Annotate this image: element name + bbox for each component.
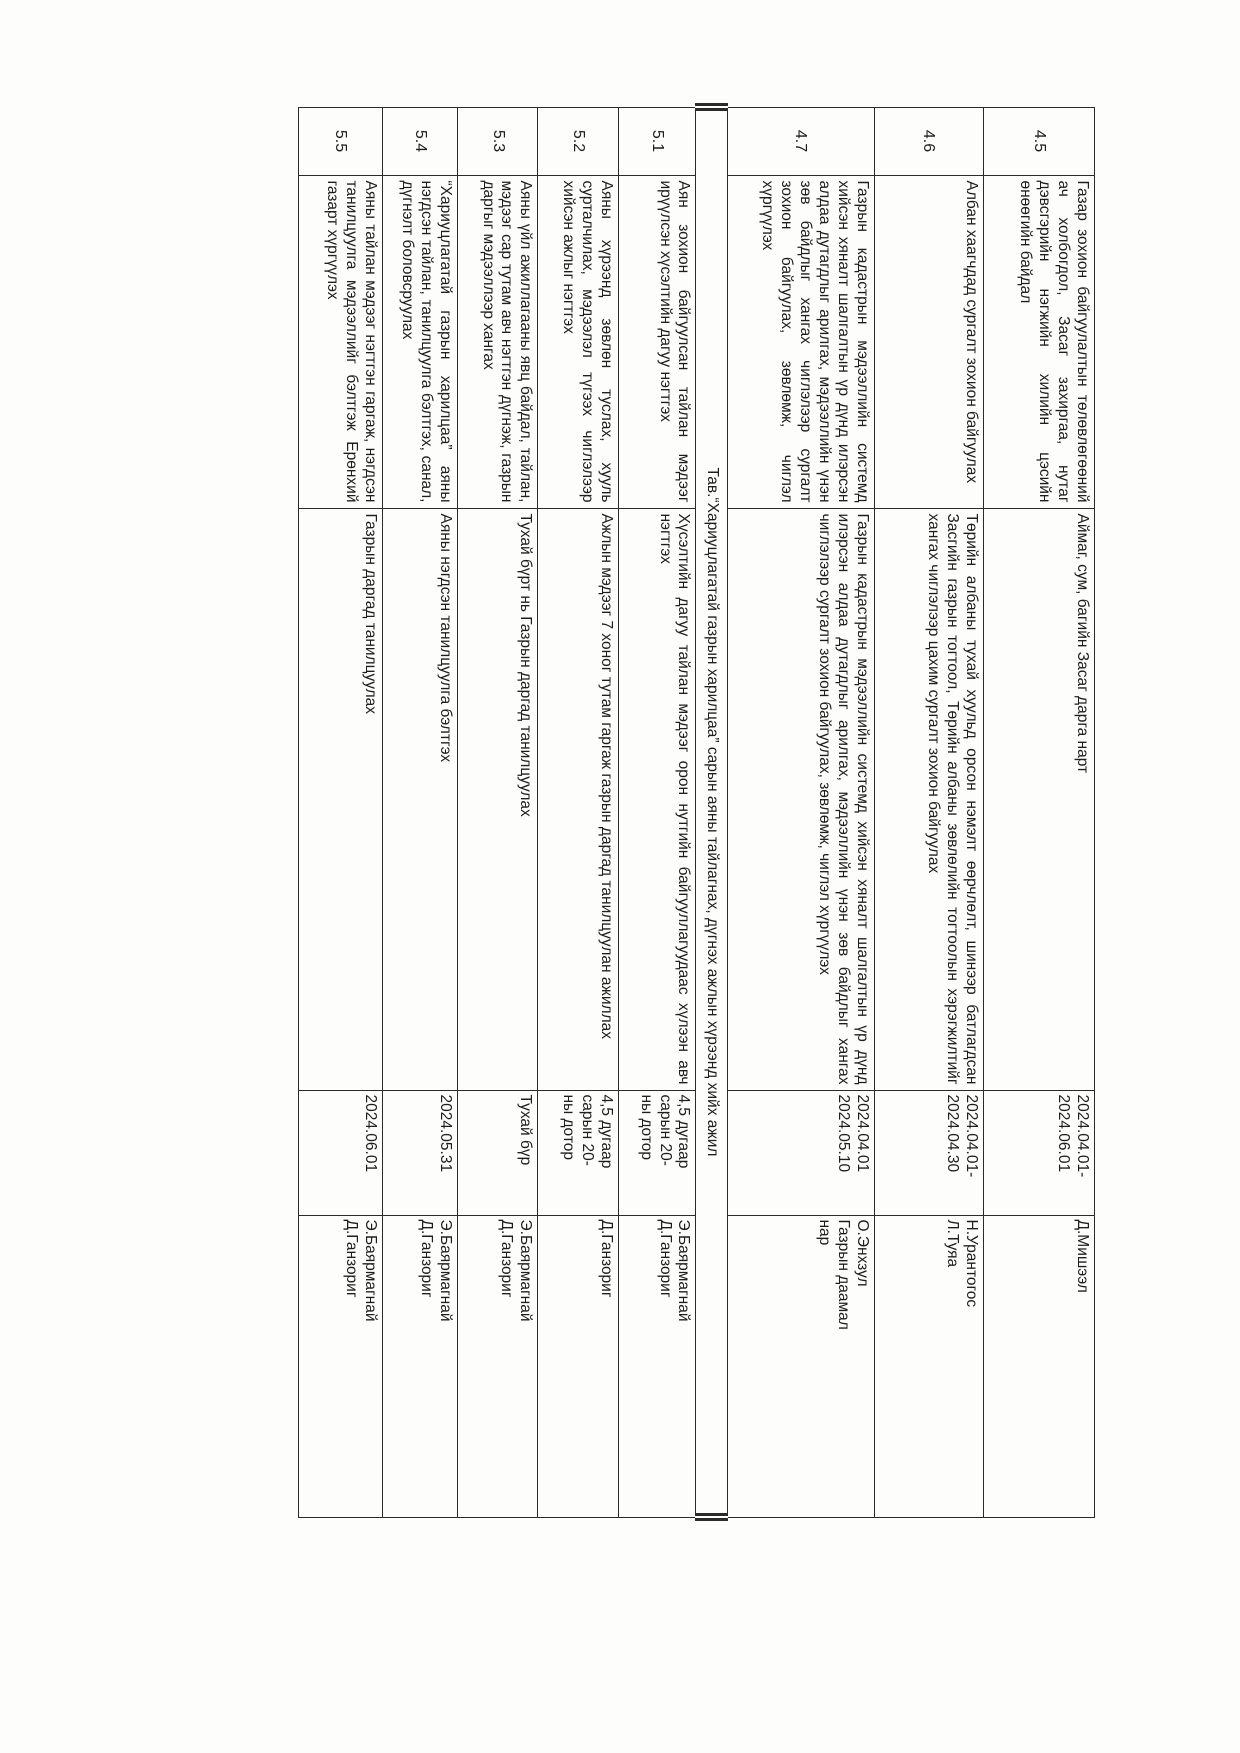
responsible-cell: Э.Баярмагнай Д.Ганзориг <box>382 1215 458 1517</box>
table-row <box>983 107 1094 1517</box>
table-row <box>458 107 538 1517</box>
table-row <box>874 107 983 1517</box>
date-cell: 2024.04.01- 2024.06.01 <box>983 1090 1094 1215</box>
outcome-cell: Тухай бүрт нь Газрын даргад танилцуулах <box>458 508 538 1090</box>
table-row <box>727 107 874 1517</box>
row-number: 5.5 <box>299 107 383 175</box>
responsible-cell: Э.Баярмагнай Д.Ганзориг <box>618 1215 696 1517</box>
outcome-cell: Хүсэлтийн дагуу тайлан мэдээг орон нутгийн байгууллагуудаас хүлээн авч нэгтгэх <box>618 508 696 1090</box>
row-number: 5.4 <box>382 107 458 175</box>
activity-cell: Албан хаагчдад сургалт зохион байгуулах <box>874 175 983 508</box>
row-number: 5.3 <box>458 107 538 175</box>
date-cell: Тухай бүр <box>458 1090 538 1215</box>
outcome-cell: Аяны нэгдсэн танилцуулга бэлтгэх <box>382 508 458 1090</box>
date-cell: 2024.05.31 <box>382 1090 458 1215</box>
plan-table <box>298 103 1095 1521</box>
responsible-cell: Э.Баярмагнай Д.Ганзориг <box>299 1215 383 1517</box>
section-header-row <box>696 107 727 1517</box>
row-number: 4.7 <box>727 107 874 175</box>
date-cell: 2024.04.01 2024.05.10 <box>727 1090 874 1215</box>
row-number: 4.5 <box>983 107 1094 175</box>
date-cell: 4,5 дугаар сарын 20- ны дотор <box>538 1090 618 1215</box>
rotated-page <box>298 103 1095 1513</box>
outcome-cell: Аймаг, сум, багийн Засаг дарга нарт <box>983 508 1094 1090</box>
responsible-cell: Д.Ганзориг <box>538 1215 618 1517</box>
table-row <box>299 107 383 1517</box>
row-number: 5.2 <box>538 107 618 175</box>
table-row <box>382 107 458 1517</box>
row-number: 4.6 <box>874 107 983 175</box>
activity-cell: Аяны үйл ажиллагааны явц байдал, тайлан, мэдээг сар тутам авч нэгтгэн дүгнэж, газрын даргыг мэдээллээр хангах <box>458 175 538 508</box>
outcome-cell: Газрын даргад танилцуулах <box>299 508 383 1090</box>
responsible-cell: Н.Урантогос Л.Туяа <box>874 1215 983 1517</box>
date-cell: 4,5 дугаар сарын 20- ны дотор <box>618 1090 696 1215</box>
row-number: 5.1 <box>618 107 696 175</box>
date-cell: 2024.04.01- 2024.04.30 <box>874 1090 983 1215</box>
outcome-cell: Төрийн албаны тухай хуульд орсон нэмэлт өөрчлөлт, шинээр батлагдсан Засгийн газрын тогтоол, Төрийн албаны зөвлөлийн тогтоолын хэрэгжилтийг хангах чиглэлээр цахим сургалт зохион байгуулах <box>874 508 983 1090</box>
date-cell: 2024.06.01 <box>299 1090 383 1215</box>
table-row <box>618 107 696 1517</box>
outcome-cell: Газрын кадастрын мэдээллийн системд хийсэн хяналт шалгалтын үр дүнд илэрсэн алдаа дутагдлыг арилгах, мэдээллийн үнэн зөв байдлыг хангах чиглэлээр сургалт зохион байгуулах, зөвлөмж, чиглэл хүргүүлэх <box>727 508 874 1090</box>
responsible-cell: Э.Баярмагнай Д.Ганзориг <box>458 1215 538 1517</box>
responsible-cell: О.Энхзул Газрын даамал нар <box>727 1215 874 1517</box>
activity-cell: Газар зохион байгуулалтын төлөвлөгөөний ач холбогдол, Засаг захиргаа, нутаг дэвсгэрийн нэгжийн хилийн цэсийн өнөөгийн байдал <box>983 175 1094 508</box>
activity-cell: Аяны тайлан мэдээг нэгтгэн гаргаж, нэгдсэн танилцуулга мэдээллийг бэлтгэж Ерөнхий газарт хүргүүлэх <box>299 175 383 508</box>
outcome-cell: Ажлын мэдээг 7 хоног тутам гаргаж газрын даргад танилцуулан ажиллах <box>538 508 618 1090</box>
section-title: Тав.“Хариуцлагатай газрын харилцаа” сарын аяны тайлагнах, дүгнэх ажлын хүрээнд хийх ажил <box>696 107 727 1517</box>
activity-cell: Аян зохион байгуулсан тайлан мэдээг ирүүлсэн хүсэлтийн дагуу нэгтгэх <box>618 175 696 508</box>
activity-cell: Газрын кадастрын мэдээллийн системд хийсэн хяналт шалгалтын үр дүнд илэрсэн алдаа дутагдлыг арилгах, мэдээллийн үнэн зөв байдлыг хангах чиглэлээр сургалт зохион байгуулах, зөвлөмж, чиглэл хүргүүлэх <box>727 175 874 508</box>
responsible-cell: Д.Мишээл <box>983 1215 1094 1517</box>
table-row <box>538 107 618 1517</box>
activity-cell: “Хариуцлагатай газрын харилцаа” аяны нэгдсэн тайлан, танилцуулга бэлтгэх, санал, дүгнэлт боловсруулах <box>382 175 458 508</box>
activity-cell: Аяны хүрээнд зөвлөн туслах, хууль сурталчилах, мэдээлэл түгээх чиглэлээр хийсэн ажлыг нэгтгэх <box>538 175 618 508</box>
